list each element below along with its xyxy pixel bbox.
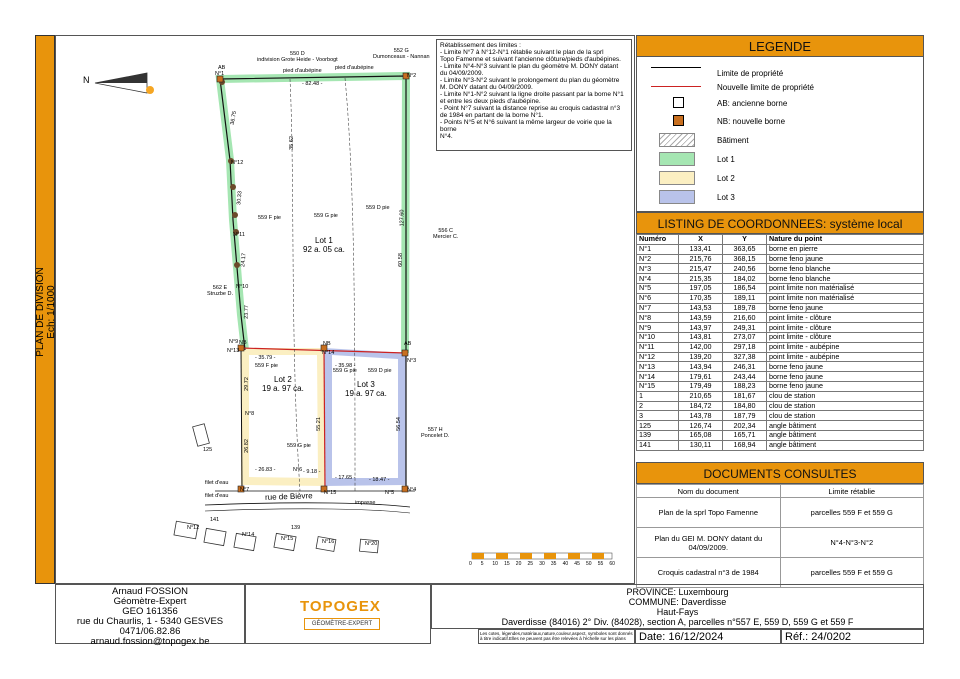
table-cell: point limite non matérialisé xyxy=(767,293,924,303)
table-cell: Plan du GEI M. DONY datant du 04/09/2009. xyxy=(637,528,781,558)
dim-label: 127.60 xyxy=(399,209,406,227)
dim-label: 36.75 xyxy=(229,110,239,126)
village: Haut-Fays xyxy=(656,607,699,617)
lot2-label: Lot 2 19 a. 97 ca. xyxy=(262,375,304,393)
scale-tick-label: 10 xyxy=(492,561,498,567)
point-label: N°3 xyxy=(407,358,417,364)
notes-line: N°4. xyxy=(440,133,453,140)
col-header: Y xyxy=(723,235,767,245)
ref-block xyxy=(781,629,924,644)
lot1-label: Lot 1 92 a. 05 ca. xyxy=(303,236,345,254)
table-cell: clou de station xyxy=(767,411,924,421)
table-row xyxy=(637,401,924,411)
legend-item: NB: nouvelle borne xyxy=(717,117,786,126)
dim-label: 60.58 xyxy=(397,253,404,267)
legend-item: Lot 3 xyxy=(717,193,735,202)
table-cell: 240,56 xyxy=(723,264,767,274)
dim-label: 56.54 xyxy=(395,417,402,431)
table-row xyxy=(637,381,924,391)
table-cell: 210,65 xyxy=(679,391,723,401)
point-label: N°14 xyxy=(322,350,335,356)
table-cell: 139,20 xyxy=(679,352,723,362)
table-cell: 1 xyxy=(637,391,679,401)
table-cell: 273,07 xyxy=(723,332,767,342)
footer-note: Les cotes, légendes,matériaux,nature,couleur,aspect, symboles sont donnés à titre indicatif.Elles ne peuvent pas être relevées à l'échelle sur les plans xyxy=(480,631,633,641)
table-cell: borne feno jaune xyxy=(767,381,924,391)
table-cell: 197,05 xyxy=(679,283,723,293)
table-cell: 143,81 xyxy=(679,332,723,342)
table-cell: 130,11 xyxy=(679,440,723,450)
point-label: N°5 xyxy=(385,490,395,496)
col-header: Numéro xyxy=(637,235,679,245)
dim-label: - 18.47 - xyxy=(369,477,390,483)
building-label: N°20 xyxy=(365,541,378,547)
documents-table xyxy=(636,484,924,588)
dim-label: 30.33 xyxy=(236,190,244,206)
pie-label: 559 G pie xyxy=(333,368,357,374)
ab-label: AB xyxy=(218,65,226,71)
pie-label: 559 D pie xyxy=(366,205,390,211)
table-cell: 215,47 xyxy=(679,264,723,274)
street-small-label: impasse xyxy=(355,500,376,506)
point-label: N°13 xyxy=(227,348,240,354)
north-label: N xyxy=(83,75,90,85)
parcel-556c: 556 C Mercier C. xyxy=(433,228,459,240)
table-cell: Croquis cadastral n°3 de 1984 xyxy=(637,558,781,588)
pie-label: 559 D pie xyxy=(368,368,392,374)
table-cell: 188,23 xyxy=(723,381,767,391)
table-cell: 202,34 xyxy=(723,421,767,431)
building-label: 139 xyxy=(291,525,301,531)
table-cell: 189,11 xyxy=(723,293,767,303)
table-cell: 363,65 xyxy=(723,244,767,254)
table-cell: 143,53 xyxy=(679,303,723,313)
table-row xyxy=(637,372,924,382)
location-block xyxy=(431,584,924,629)
legend-body xyxy=(636,57,924,212)
scale-tick-label: 0 xyxy=(469,561,472,567)
notes-line: - Limite N°4-N°3 suivant le plan du géomètre M. DONY datant xyxy=(440,63,619,70)
col-header: Nom du document xyxy=(637,485,781,498)
table-cell: 186,54 xyxy=(723,283,767,293)
dim-label: - 9.18 - xyxy=(303,469,321,475)
lot3-swatch xyxy=(659,190,695,204)
table-row xyxy=(637,254,924,264)
table-cell: N°13 xyxy=(637,362,679,372)
scale-tick-label: 15 xyxy=(504,561,510,567)
table-row xyxy=(637,244,924,254)
commune: COMMUNE: Daverdisse xyxy=(628,597,727,607)
scale-tick-label: 60 xyxy=(609,561,615,567)
notes-line: de 1984 en partant de la borne N°1. xyxy=(440,112,544,119)
notes-line: - Point N°7 suivant la distance reprise au croquis cadastral n°3 xyxy=(440,105,621,112)
table-cell: 184,80 xyxy=(723,401,767,411)
table-row xyxy=(637,391,924,401)
notes-line: du 04/09/2009. xyxy=(440,70,484,77)
table-cell: point limite - aubépine xyxy=(767,342,924,352)
table-cell: borne feno blanche xyxy=(767,264,924,274)
dim-label: 23.77 xyxy=(243,305,251,319)
point-label: N°6 xyxy=(293,467,303,473)
scale-tick-label: 40 xyxy=(562,561,569,567)
building-label: N°15 xyxy=(281,536,294,542)
table-cell: N°9 xyxy=(637,323,679,333)
table-cell: clou de station xyxy=(767,401,924,411)
logo-block xyxy=(245,584,431,644)
pied-aubepine-1: pied d'aubépine xyxy=(283,68,322,74)
building-label: N°16 xyxy=(322,539,335,545)
dim-label: 29.72 xyxy=(243,377,250,391)
table-cell: 184,02 xyxy=(723,274,767,284)
documents-table-wrap xyxy=(636,484,924,588)
filet-label-2: filet d'eau xyxy=(205,493,229,499)
crosshair-icon xyxy=(673,97,684,108)
table-cell: borne feno jaune xyxy=(767,362,924,372)
point-label: N°8 xyxy=(245,411,255,417)
notes-line: - Limite N°3-N°2 suivant le prolongement du plan du géomètre xyxy=(440,77,620,84)
parcel-557h: 557 H Poncelet D. xyxy=(421,427,450,439)
legend-item: Nouvelle limite de propriété xyxy=(717,83,814,92)
table-row xyxy=(637,274,924,284)
logo-tagline: GÉOMÈTRE-EXPERT xyxy=(304,618,380,630)
dim-label: - 17.65 - xyxy=(335,475,356,481)
filet-label: filet d'eau xyxy=(205,480,229,486)
col-header: Nature du point xyxy=(767,235,924,245)
surveyor-geo: GEO 161356 xyxy=(122,606,178,617)
building-icon xyxy=(659,133,695,147)
table-cell: N°15 xyxy=(637,381,679,391)
table-cell: borne feno jaune xyxy=(767,372,924,382)
lot2-swatch xyxy=(659,171,695,185)
reference: Réf.: 24/0202 xyxy=(785,631,852,643)
table-cell: borne en pierre xyxy=(767,244,924,254)
table-cell: point limite - aubépine xyxy=(767,352,924,362)
table-row xyxy=(637,342,924,352)
scale-tick-label: 50 xyxy=(586,561,592,567)
table-cell: N°1 xyxy=(637,244,679,254)
table-cell: angle bâtiment xyxy=(767,430,924,440)
point-label: N°7 xyxy=(240,487,250,493)
table-cell: point limite non matérialisé xyxy=(767,283,924,293)
scale-tick-label: 25 xyxy=(527,561,534,567)
table-cell: point limite - clôture xyxy=(767,332,924,342)
table-cell: N°6 xyxy=(637,293,679,303)
table-cell: 125 xyxy=(637,421,679,431)
table-cell: 181,67 xyxy=(723,391,767,401)
pied-aubepine-2: pied d'aubépine xyxy=(335,65,374,71)
table-cell: 133,41 xyxy=(679,244,723,254)
table-row xyxy=(637,332,924,342)
listing-title: LISTING DE COORDONNEES: système local xyxy=(636,212,924,234)
table-row xyxy=(637,283,924,293)
notes-line: M. DONY datant du 04/09/2009. xyxy=(440,84,533,91)
legend-item: AB: ancienne borne xyxy=(717,99,788,108)
table-cell: 139 xyxy=(637,430,679,440)
table-cell: N°11 xyxy=(637,342,679,352)
table-cell: point limite - clôture xyxy=(767,323,924,333)
table-row xyxy=(637,430,924,440)
notes-heading: Rétablissement des limites : xyxy=(440,42,521,49)
table-cell: 327,38 xyxy=(723,352,767,362)
table-cell: 143,97 xyxy=(679,323,723,333)
notes-line: - Limite N°1-N°2 suivant la ligne droite passant par la borne N°1 xyxy=(440,91,624,98)
table-row xyxy=(637,303,924,313)
table-cell: 187,79 xyxy=(723,411,767,421)
listing-table-wrap xyxy=(636,234,924,451)
table-cell: N°14 xyxy=(637,372,679,382)
table-row xyxy=(637,528,924,558)
table-cell: point limite - clôture xyxy=(767,313,924,323)
scale-tick-label: 45 xyxy=(574,561,580,567)
table-cell: N°12 xyxy=(637,352,679,362)
table-cell: N°10 xyxy=(637,332,679,342)
notes-line: Topo Famenne et suivant l'ancienne clôture/pieds d'aubépines. xyxy=(440,56,621,63)
scale-tick-label: 35 xyxy=(550,561,557,567)
nb-label: NB xyxy=(239,340,247,346)
table-row xyxy=(637,498,924,528)
building-label: 125 xyxy=(203,447,213,453)
table-cell: parcelles 559 F et 559 G xyxy=(780,558,924,588)
table-row xyxy=(637,313,924,323)
table-cell: 141 xyxy=(637,440,679,450)
table-cell: N°4-N°3-N°2 xyxy=(780,528,924,558)
table-cell: 2 xyxy=(637,401,679,411)
side-title-block xyxy=(35,52,57,572)
table-cell: 216,60 xyxy=(723,313,767,323)
table-cell: 3 xyxy=(637,411,679,421)
coordinates-table xyxy=(636,234,924,451)
pie-label: 559 F pie xyxy=(258,215,281,221)
lot1-swatch xyxy=(659,152,695,166)
notes-line: - Limite N°7 à N°12-N°1 rétablie suivant le plan de la sprl xyxy=(440,49,604,56)
table-row xyxy=(637,352,924,362)
legend-item: Bâtiment xyxy=(717,136,749,145)
table-cell: 297,18 xyxy=(723,342,767,352)
point-label: N°11 xyxy=(233,232,245,238)
building-label: N°12 xyxy=(187,525,200,531)
surveyor-name: Arnaud FOSSION xyxy=(111,586,189,597)
parcel-562e: 562 E Struzbe D. xyxy=(207,285,233,297)
table-cell: N°4 xyxy=(637,274,679,284)
table-cell: 170,35 xyxy=(679,293,723,303)
cadastre: Daverdisse (84016) 2° Div. (84028), section A, parcelles n°557 E, 559 D, 559 G et 559 F xyxy=(501,617,854,627)
dim-label: - 35.98 - xyxy=(335,363,356,369)
table-cell: 142,00 xyxy=(679,342,723,352)
table-cell: N°7 xyxy=(637,303,679,313)
logo-name: TOPOGEX xyxy=(300,598,381,615)
nb-label: NB xyxy=(323,341,331,347)
pie-label: 559 G pie xyxy=(287,443,311,449)
province: PROVINCE: Luxembourg xyxy=(626,587,729,597)
dim-label: 35.62 xyxy=(288,136,295,150)
date: Date: 16/12/2024 xyxy=(639,631,724,643)
table-cell: 215,76 xyxy=(679,254,723,264)
dim-label: - 82.48 - xyxy=(302,81,323,87)
table-cell: 184,72 xyxy=(679,401,723,411)
table-cell: N°5 xyxy=(637,283,679,293)
pie-label: 559 G pie xyxy=(314,213,338,219)
table-cell: parcelles 559 F et 559 G xyxy=(780,498,924,528)
table-cell: 179,61 xyxy=(679,372,723,382)
table-cell: 165,08 xyxy=(679,430,723,440)
ab-label: AB xyxy=(404,341,412,347)
dim-label: 26.82 xyxy=(243,439,250,453)
notes-line: - Points N°5 et N°6 suivant la même largeur de voirie que la borne xyxy=(440,119,612,133)
table-row xyxy=(637,323,924,333)
table-cell: 143,78 xyxy=(679,411,723,421)
table-cell: N°8 xyxy=(637,313,679,323)
table-cell: 215,35 xyxy=(679,274,723,284)
point-label: N°2 xyxy=(407,73,417,79)
table-cell: 143,59 xyxy=(679,313,723,323)
side-scale: Ech: 1/1000 xyxy=(46,285,57,339)
dim-label: - 35.79 - xyxy=(255,355,276,361)
table-cell: 126,74 xyxy=(679,421,723,431)
col-header: Limite rétablie xyxy=(780,485,924,498)
street-label: rue de Bièvre xyxy=(264,491,313,502)
surveyor-title: Géomètre-Expert xyxy=(113,596,187,607)
side-band xyxy=(35,35,55,584)
table-row xyxy=(637,293,924,303)
table-row xyxy=(637,362,924,372)
point-label: N°10 xyxy=(236,284,249,290)
legend-title: LEGENDE xyxy=(636,35,924,57)
scale-tick-label: 20 xyxy=(515,561,522,567)
table-row xyxy=(637,558,924,588)
dim-label: 24.17 xyxy=(240,252,248,268)
table-row xyxy=(637,440,924,450)
dim-label: - 26.83 - xyxy=(255,467,276,473)
legend-item: Lot 2 xyxy=(717,174,735,183)
table-cell: 189,78 xyxy=(723,303,767,313)
date-block xyxy=(635,629,781,644)
table-cell: N°2 xyxy=(637,254,679,264)
table-cell: 243,44 xyxy=(723,372,767,382)
plan-labels xyxy=(55,35,635,584)
building-label: N°14 xyxy=(242,532,255,538)
table-cell: borne feno jaune xyxy=(767,303,924,313)
table-row xyxy=(637,421,924,431)
surveyor-address: rue du Chaurlis, 1 - 5340 GESVES xyxy=(76,616,224,627)
point-label: N°15 xyxy=(324,490,337,496)
table-row xyxy=(637,411,924,421)
legend-item: Lot 1 xyxy=(717,155,735,164)
table-cell: angle bâtiment xyxy=(767,421,924,431)
documents-title: DOCUMENTS CONSULTES xyxy=(636,462,924,484)
table-cell: 165,71 xyxy=(723,430,767,440)
scale-tick-label: 30 xyxy=(539,561,545,567)
table-cell: borne feno blanche xyxy=(767,274,924,284)
dim-label: 55.21 xyxy=(315,417,322,431)
point-label: N°9 xyxy=(229,339,239,345)
building-label: 141 xyxy=(210,517,220,523)
col-header: X xyxy=(679,235,723,245)
footer-note-block xyxy=(478,629,635,644)
table-cell: 179,49 xyxy=(679,381,723,391)
surveyor-block xyxy=(55,584,245,647)
notes-line: et entre les deux pieds d'aubépine. xyxy=(440,98,541,105)
point-label: N°4 xyxy=(407,487,417,493)
table-cell: angle bâtiment xyxy=(767,440,924,450)
parcel-552g: 552 G Dumonceaux - Nannan xyxy=(373,48,430,60)
scale-ticks xyxy=(469,561,619,569)
table-cell: Plan de la sprl Topo Famenne xyxy=(637,498,781,528)
surveyor-phone: 0471/06.82.86 xyxy=(119,626,181,637)
marker-icon xyxy=(673,115,684,126)
side-title: PLAN DE DIVISION xyxy=(35,267,46,357)
pie-label: 559 F pie xyxy=(255,363,278,369)
lot3-label: Lot 3 19 a. 97 ca. xyxy=(345,380,387,398)
table-cell: 368,15 xyxy=(723,254,767,264)
table-cell: 246,31 xyxy=(723,362,767,372)
table-cell: N°3 xyxy=(637,264,679,274)
table-cell: 168,94 xyxy=(723,440,767,450)
table-cell: borne feno jaune xyxy=(767,254,924,264)
legend-item: Limite de propriété xyxy=(717,69,784,78)
point-label: N°1 xyxy=(215,71,225,77)
parcel-550d: 550 D indivision Grote Heide - Voorbogt xyxy=(257,51,338,63)
scale-tick-label: 55 xyxy=(597,561,604,567)
table-cell: 143,94 xyxy=(679,362,723,372)
point-label: N°12 xyxy=(231,160,244,166)
scale-tick-label: 5 xyxy=(480,561,484,567)
table-row xyxy=(637,264,924,274)
surveyor-email: arnaud.fossion@topogex.be xyxy=(90,636,210,647)
table-cell: clou de station xyxy=(767,391,924,401)
table-cell: 249,31 xyxy=(723,323,767,333)
